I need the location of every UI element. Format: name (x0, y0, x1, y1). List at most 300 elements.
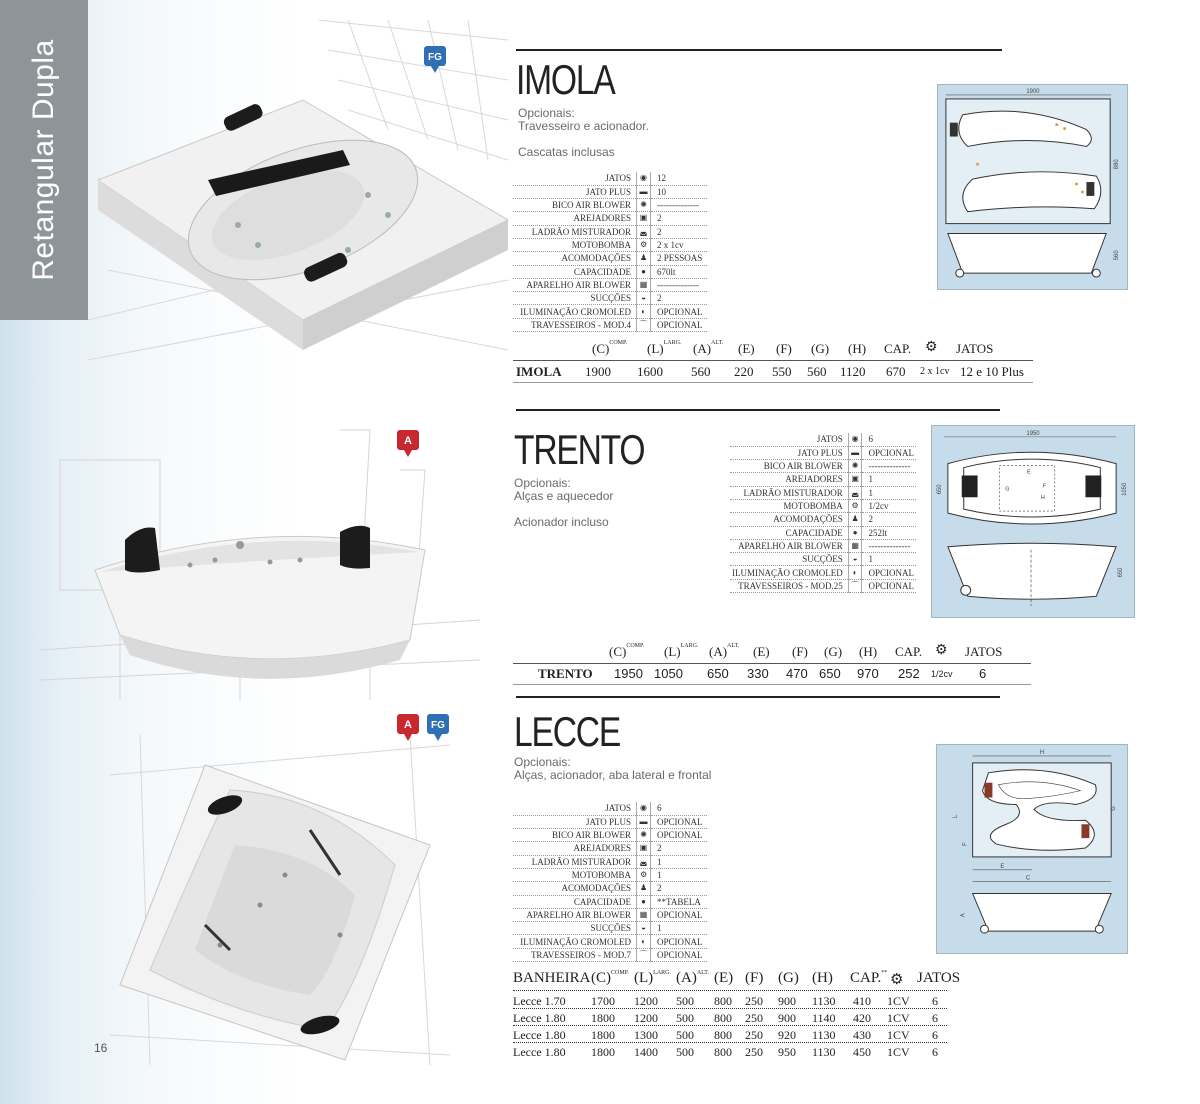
spec-value: 1 (651, 868, 707, 881)
spec-value: OPCIONAL (651, 829, 707, 842)
lecce-table-divider (513, 1008, 947, 1009)
spec-row (513, 185, 707, 198)
lecce-table-cell: 6 (932, 994, 938, 1008)
trento-notes (514, 477, 613, 529)
lecce-header-cell: (G) (778, 970, 799, 986)
jet-icon: ◉ (848, 433, 862, 446)
lecce-header-cell: CAP.** (850, 970, 888, 986)
dim-header-cap: CAP. (895, 644, 923, 659)
spec-label: AREJADORES (730, 473, 848, 486)
dim-header-h: (H) (859, 644, 878, 659)
spec-label: BICO AIR BLOWER (730, 460, 848, 473)
lecce-table-cell: 1140 (812, 1011, 836, 1025)
spec-row (730, 460, 916, 473)
pump-icon: ⚙ (637, 868, 651, 881)
lecce-table-cell: 800 (714, 1028, 732, 1042)
spec-label: MOTOBOMBA (513, 868, 637, 881)
lecce-table-cell: 950 (778, 1045, 796, 1059)
lecce-header-cell: (E) (714, 970, 734, 986)
dim-header-e: (E) (753, 644, 770, 659)
note-line: Alças, acionador, aba lateral e frontal (514, 768, 712, 782)
spec-label: JATO PLUS (513, 815, 637, 828)
drawing-height-label: 560 (1114, 250, 1121, 261)
overflow-mixer-icon: ◛ (637, 225, 651, 238)
a-badge (397, 430, 419, 460)
lecce-table-cell: 450 (853, 1045, 871, 1059)
spec-row (730, 566, 916, 579)
lecce-table-cell: 250 (745, 994, 763, 1008)
spec-row (513, 278, 707, 291)
dim-cell: 670 (886, 364, 906, 379)
jet-plus-icon: ▬ (637, 815, 651, 828)
drawing-width-label: 1950 (1026, 430, 1040, 437)
lecce-table-cell: 250 (745, 1011, 763, 1025)
spec-label: LADRÃO MISTURADOR (513, 855, 637, 868)
jet-plus-icon: ▬ (637, 185, 651, 198)
spec-value: 1/2cv (862, 499, 916, 512)
dim-header-h: (H) (848, 341, 867, 356)
spec-label: TRAVESSEIROS - MOD.4 (513, 318, 637, 331)
jet-icon: ◉ (637, 172, 651, 185)
spec-value: 1 (651, 855, 707, 868)
lecce-table-cell: 920 (778, 1028, 796, 1042)
spec-row (513, 868, 707, 881)
imola-notes (518, 107, 649, 159)
drawing-h-label: H (1039, 750, 1045, 756)
imola-dimension-table (513, 341, 1033, 383)
spec-value: 2 (651, 842, 707, 855)
spec-row (513, 842, 707, 855)
dim-cell: 12 e 10 Plus (960, 364, 1024, 379)
spec-row (730, 579, 916, 592)
drawing-width-label: 1900 (1026, 88, 1040, 95)
dim-cell: IMOLA (516, 364, 562, 379)
pump-icon: ⚙ (925, 340, 938, 355)
spec-value: 1 (862, 473, 916, 486)
trento-technical-drawing (931, 425, 1135, 618)
dim-cell: 330 (747, 666, 769, 681)
note-line: Opcionais: (514, 755, 571, 769)
spec-row (730, 513, 916, 526)
lecce-header-cell: $(A)^{ALT.}$ (676, 970, 709, 986)
spec-value: 252lt (862, 526, 916, 539)
spec-label: AREJADORES (513, 842, 637, 855)
led-icon: ◐ (637, 935, 651, 948)
pump-icon: ⚙ (848, 499, 862, 512)
pump-icon: ⚙ (637, 238, 651, 251)
lecce-table-cell: 410 (853, 994, 871, 1008)
drawing-depth-label: 880 (1114, 159, 1121, 170)
dim-header-jatos: JATOS (956, 341, 994, 356)
note-line: Alças e aquecedor (514, 489, 614, 503)
overflow-mixer-icon: ◛ (637, 855, 651, 868)
lecce-table-cell: Lecce 1.70 (513, 994, 566, 1008)
spec-value: 2 PESSOAS (651, 252, 707, 265)
dim-header-g: (G) (824, 644, 843, 659)
spec-row (730, 446, 916, 459)
spec-value: 10 (651, 185, 707, 198)
lecce-table-cell: 1400 (634, 1045, 658, 1059)
spec-label: MOTOBOMBA (730, 499, 848, 512)
spec-row (730, 553, 916, 566)
lecce-table-divider (513, 990, 947, 991)
lecce-notes (514, 756, 711, 782)
spec-label: SUCÇÕES (513, 922, 637, 935)
spec-value: OPCIONAL (651, 305, 707, 318)
spec-label: APARELHO AIR BLOWER (513, 908, 637, 921)
lecce-header-cell: (H) (812, 970, 833, 986)
spec-row (513, 252, 707, 265)
lecce-table-cell: 500 (676, 994, 694, 1008)
lecce-table-cell: 500 (676, 1045, 694, 1059)
pump-icon: ⚙ (890, 972, 904, 988)
imola-rule (516, 49, 1002, 51)
spec-row (513, 292, 707, 305)
trento-title: TRENTO (514, 426, 645, 473)
dim-header-l: $(L)^{LARG.}$ (664, 643, 699, 659)
spec-value: OPCIONAL (651, 935, 707, 948)
spec-value: **TABELA (651, 895, 707, 908)
drawing-h-label: H (1040, 495, 1045, 502)
spec-value: OPCIONAL (651, 815, 707, 828)
lecce-table-cell: 420 (853, 1011, 871, 1025)
lecce-table-cell: 1200 (634, 994, 658, 1008)
lecce-table-cell: 1CV (887, 1045, 910, 1059)
lecce-rule (516, 696, 1000, 698)
dim-header-g: (G) (811, 341, 830, 356)
dim-cell: 650 (819, 666, 841, 681)
spec-value: OPCIONAL (651, 318, 707, 331)
pillow-icon: ⌒ (637, 318, 651, 331)
spec-value: OPCIONAL (862, 446, 916, 459)
led-icon: ◐ (637, 305, 651, 318)
drawing-f-label: F (962, 842, 969, 846)
blower-icon: ▦ (637, 908, 651, 921)
spec-value: OPCIONAL (651, 908, 707, 921)
spec-value: 2 x 1cv (651, 238, 707, 251)
lecce-title: LECCE (514, 708, 621, 755)
dim-cell: 1120 (840, 364, 866, 379)
dim-header-a: $(A)^{ALT.}$ (693, 340, 724, 356)
air-nozzle-icon: ✺ (848, 460, 862, 473)
lecce-model-table (513, 970, 961, 1062)
drop-icon: ● (848, 526, 862, 539)
section-title: Retangular Dupla (27, 39, 60, 281)
spec-value: 2 (651, 882, 707, 895)
spec-label: APARELHO AIR BLOWER (513, 278, 637, 291)
spec-value: -------------- (862, 460, 916, 473)
drawing-a-label: A (960, 913, 967, 918)
spec-value: 12 (651, 172, 707, 185)
note-line: Travesseiro e acionador. (518, 119, 649, 133)
dim-cell: 560 (807, 364, 827, 379)
suction-icon: ◒ (848, 553, 862, 566)
drawing-e-label: E (1027, 469, 1031, 476)
pillow-icon: ⌒ (848, 579, 862, 592)
spec-row (513, 922, 707, 935)
trento-rule (516, 409, 1000, 411)
drawing-height-label: 650 (1118, 567, 1125, 578)
spec-label: ILUMINAÇÃO CROMOLED (730, 566, 848, 579)
spec-row (513, 908, 707, 921)
lecce-table-cell: 1800 (591, 1045, 615, 1059)
spec-row (513, 829, 707, 842)
dim-cell: 2 x 1cv (920, 366, 950, 377)
lecce-table-cell: 430 (853, 1028, 871, 1042)
lecce-table-cell: 1CV (887, 1011, 910, 1025)
spec-label: SUCÇÕES (730, 553, 848, 566)
imola-technical-drawing (937, 84, 1128, 290)
dimension-divider (513, 382, 1033, 383)
dim-header-jatos: JATOS (965, 644, 1003, 659)
dim-cell: TRENTO (538, 666, 593, 681)
a-badge (397, 714, 419, 744)
lecce-table-cell: 1130 (812, 1028, 836, 1042)
spec-row (513, 855, 707, 868)
spec-label: JATOS (513, 172, 637, 185)
spec-label: JATOS (730, 433, 848, 446)
aerator-icon: ▣ (637, 212, 651, 225)
spec-row (730, 526, 916, 539)
dim-cell: 6 (979, 666, 987, 681)
dimension-divider (513, 360, 1033, 361)
lecce-table-cell: 900 (778, 1011, 796, 1025)
trento-dimension-table (513, 644, 1031, 686)
drawing-left-label: 650 (936, 484, 943, 495)
spec-value: 670lt (651, 265, 707, 278)
lecce-table-cell: 1CV (887, 994, 910, 1008)
pillow-icon: ⌒ (637, 948, 651, 961)
dim-header-e: (E) (738, 341, 755, 356)
suction-icon: ◒ (637, 292, 651, 305)
spec-label: ACOMODAÇÕES (513, 882, 637, 895)
spec-label: CAPACIDADE (730, 526, 848, 539)
spec-row (513, 238, 707, 251)
lecce-table-cell: 6 (932, 1045, 938, 1059)
trento-spec-table (730, 433, 916, 593)
drawing-l-label: L (952, 814, 959, 818)
spec-value: -------------- (651, 199, 707, 212)
spec-row (730, 473, 916, 486)
spec-value: -------------- (651, 278, 707, 291)
spec-row (513, 882, 707, 895)
lecce-table-cell: 800 (714, 1045, 732, 1059)
suction-icon: ◒ (637, 922, 651, 935)
spec-label: MOTOBOMBA (513, 238, 637, 251)
spec-value: 2 (651, 225, 707, 238)
spec-label: BICO AIR BLOWER (513, 199, 637, 212)
lecce-header-cell: $(C)^{COMP.}$ (591, 970, 629, 986)
spec-label: JATO PLUS (730, 446, 848, 459)
spec-row (513, 265, 707, 278)
imola-photo (88, 20, 508, 395)
a-badge-text: A (404, 435, 412, 447)
drawing-f-label: F (1042, 483, 1047, 490)
drawing-g-label: G (1111, 806, 1118, 811)
lecce-table-cell: 800 (714, 994, 732, 1008)
dim-cell: 1050 (654, 666, 683, 681)
lecce-table-cell: 250 (745, 1045, 763, 1059)
section-tab (0, 0, 88, 320)
lecce-table-cell: Lecce 1.80 (513, 1011, 566, 1025)
spec-row (513, 895, 707, 908)
spec-label: ILUMINAÇÃO CROMOLED (513, 305, 637, 318)
spec-label: TRAVESSEIROS - MOD.25 (730, 579, 848, 592)
lecce-table-cell: 800 (714, 1011, 732, 1025)
spec-label: APARELHO AIR BLOWER (730, 539, 848, 552)
spec-value: OPCIONAL (862, 566, 916, 579)
drawing-right-label: 1050 (1122, 482, 1129, 496)
imola-title: IMOLA (516, 56, 615, 103)
lecce-header-cell: (F) (745, 970, 764, 986)
spec-label: SUCÇÕES (513, 292, 637, 305)
spec-row (513, 815, 707, 828)
jet-icon: ◉ (637, 802, 651, 815)
lecce-table-cell: 1130 (812, 994, 836, 1008)
person-icon: ♟ (848, 513, 862, 526)
spec-value: 2 (651, 212, 707, 225)
note-line: Opcionais: (514, 476, 571, 490)
lecce-table-cell: Lecce 1.80 (513, 1045, 566, 1059)
dim-cell: 550 (772, 364, 792, 379)
jet-plus-icon: ▬ (848, 446, 862, 459)
lecce-table-cell: 1800 (591, 1028, 615, 1042)
spec-row (513, 935, 707, 948)
spec-label: CAPACIDADE (513, 265, 637, 278)
spec-label: AREJADORES (513, 212, 637, 225)
spec-label: CAPACIDADE (513, 895, 637, 908)
dim-cell: 1600 (637, 364, 663, 379)
spec-value: 2 (862, 513, 916, 526)
fg-badge (427, 714, 449, 744)
spec-row (513, 225, 707, 238)
lecce-table-cell: 1CV (887, 1028, 910, 1042)
fg-badge (424, 46, 446, 76)
pump-icon: ⚙ (935, 643, 948, 658)
aerator-icon: ▣ (637, 842, 651, 855)
dim-header-f: (F) (776, 341, 792, 356)
dim-header-f: (F) (792, 644, 808, 659)
lecce-table-cell: 900 (778, 994, 796, 1008)
led-icon: ◐ (848, 566, 862, 579)
spec-row (513, 948, 707, 961)
spec-value: OPCIONAL (651, 948, 707, 961)
blower-icon: ▦ (637, 278, 651, 291)
dim-cell: 1950 (614, 666, 643, 681)
dimension-divider (513, 663, 1031, 664)
lecce-table-cell: 1200 (634, 1011, 658, 1025)
dimension-divider (513, 684, 1031, 685)
spec-label: LADRÃO MISTURADOR (513, 225, 637, 238)
dim-header-a: $(A)^{ALT.}$ (709, 643, 740, 659)
fg-badge-text: FG (428, 52, 442, 63)
dim-header-c: $(C)^{COMP.}$ (592, 340, 628, 356)
spec-value: 1 (651, 922, 707, 935)
dim-header-l: $(L)^{LARG.}$ (647, 340, 682, 356)
lecce-table-cell: 1300 (634, 1028, 658, 1042)
drop-icon: ● (637, 265, 651, 278)
lecce-table-cell: 6 (932, 1028, 938, 1042)
person-icon: ♟ (637, 252, 651, 265)
dim-cell: 220 (734, 364, 754, 379)
dim-cell: 1900 (585, 364, 611, 379)
note-line: Opcionais: (518, 106, 575, 120)
lecce-table-cell: Lecce 1.80 (513, 1028, 566, 1042)
spec-row (513, 199, 707, 212)
lecce-table-cell: 1800 (591, 1011, 615, 1025)
spec-value: 1 (862, 553, 916, 566)
overflow-mixer-icon: ◛ (848, 486, 862, 499)
dim-cell: 560 (691, 364, 711, 379)
spec-row (730, 486, 916, 499)
dim-cell: 1/2cv (931, 669, 953, 679)
lecce-technical-drawing (936, 744, 1128, 954)
lecce-header-cell: BANHEIRA (513, 970, 591, 986)
lecce-table-cell: 1130 (812, 1045, 836, 1059)
drawing-c-label: C (1025, 875, 1031, 882)
spec-row (730, 433, 916, 446)
spec-value: OPCIONAL (862, 579, 916, 592)
drawing-e-label: E (1000, 863, 1005, 870)
drawing-g-label: G (1005, 486, 1010, 493)
spec-label: ACOMODAÇÕES (513, 252, 637, 265)
lecce-spec-table (513, 802, 707, 962)
lecce-table-cell: 6 (932, 1011, 938, 1025)
spec-label: JATO PLUS (513, 185, 637, 198)
spec-row (730, 499, 916, 512)
lecce-header-cell: $(L)^{LARG.}$ (634, 970, 671, 986)
note-line: Cascatas inclusas (518, 145, 615, 159)
aerator-icon: ▣ (848, 473, 862, 486)
lecce-table-cell: 500 (676, 1011, 694, 1025)
lecce-header-cell: JATOS (917, 970, 961, 986)
lecce-table-cell: 500 (676, 1028, 694, 1042)
blower-icon: ▦ (848, 539, 862, 552)
lecce-table-divider (513, 1025, 947, 1026)
lecce-photo (110, 735, 450, 1065)
dim-cell: 470 (786, 666, 808, 681)
spec-value: 2 (651, 292, 707, 305)
note-line: Acionador incluso (514, 515, 609, 529)
spec-value: 1 (862, 486, 916, 499)
spec-row (513, 305, 707, 318)
spec-row (513, 212, 707, 225)
spec-label: TRAVESSEIROS - MOD.7 (513, 948, 637, 961)
spec-row (513, 802, 707, 815)
dim-header-c: $(C)^{COMP.}$ (609, 643, 645, 659)
imola-spec-table (513, 172, 707, 332)
spec-value: 6 (651, 802, 707, 815)
lecce-table-cell: 1700 (591, 994, 615, 1008)
spec-value: 6 (862, 433, 916, 446)
spec-row (513, 172, 707, 185)
spec-label: BICO AIR BLOWER (513, 829, 637, 842)
a-badge-text: A (404, 719, 412, 731)
spec-row (730, 539, 916, 552)
spec-value: -------------- (862, 539, 916, 552)
air-nozzle-icon: ✺ (637, 199, 651, 212)
page-number: 16 (94, 1041, 108, 1055)
dim-cell: 970 (857, 666, 879, 681)
dim-cell: 252 (898, 666, 920, 681)
spec-row (513, 318, 707, 331)
lecce-table-divider (513, 1042, 947, 1043)
fg-badge-text: FG (431, 720, 445, 731)
spec-label: JATOS (513, 802, 637, 815)
spec-label: ACOMODAÇÕES (730, 513, 848, 526)
dim-header-cap: CAP. (884, 341, 912, 356)
lecce-table-cell: 250 (745, 1028, 763, 1042)
